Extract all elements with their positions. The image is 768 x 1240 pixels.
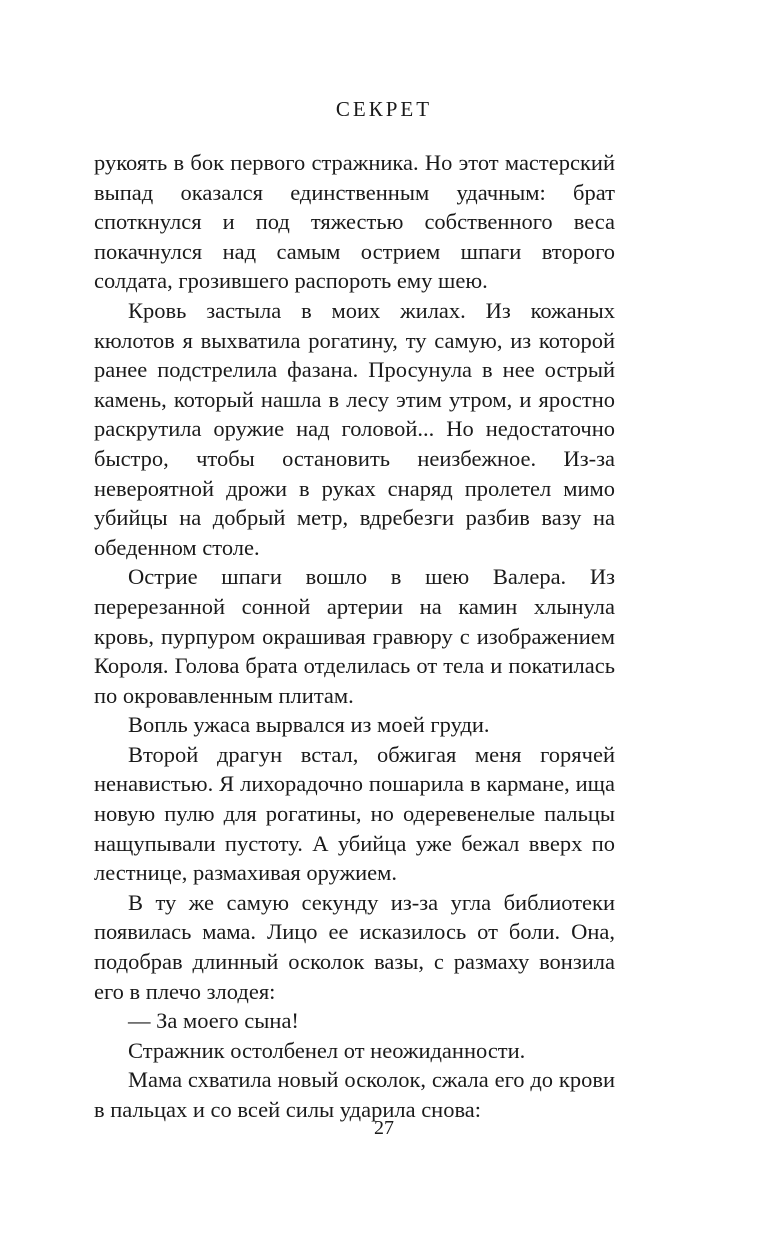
paragraph: Вопль ужаса вырвался из моей груди.: [128, 712, 490, 738]
paragraph: Второй драгун встал, обжигая меня горячей ненавистью. Я лихорадочно пошарила в кармане, ища новую пулю для рогатины, но одеревенелые пальцы нащупывали пустоту. А убийца уже бежал вверх по лестнице, размахивая оружием.: [94, 741, 615, 886]
page-number: 27: [374, 1117, 394, 1139]
paragraph: Стражник остолбенел от неожиданности.: [128, 1037, 526, 1063]
dialogue-line: — За моего сына!: [128, 1008, 299, 1034]
paragraph: Острие шпаги вошло в шею Валера. Из перерезанной сонной артерии на камин хлынула кровь, пурпуром окрашивая гравюру с изображением Короля. Голова брата отделилась от тела и покатилась по окровавленным плитам.: [94, 564, 615, 708]
paragraph: рукоять в бок первого стражника. Но этот мастерский выпад оказался единственным удачным: брат споткнулся и под тяжестью собственного веса покачнулся над самым острием шпаги второго солдата, грозившего распороть ему шею.: [94, 150, 615, 294]
paragraph: В ту же самую секунду из-за угла библиотеки появилась мама. Лицо ее исказилось от боли. Она, подобрав длинный осколок вазы, с размаху вонзила его в плечо злодея:: [94, 889, 615, 1004]
body-text: [94, 148, 615, 1125]
running-head: СЕКРЕТ: [335, 97, 433, 121]
paragraph: Кровь застыла в моих жилах. Из кожаных кюлотов я выхватила рогатину, ту самую, из которой ранее подстрелила фазана. Просунула в нее острый камень, который нашла в лесу этим утром, и яростно раскрутила оружие над головой... Но недостаточно быстро, чтобы остановить неизбежное. Из-за невероятной дрожи в руках снаряд пролетел мимо убийцы на добрый метр, вдребезги разбив вазу на обеденном столе.: [94, 297, 615, 560]
paragraph: Мама схватила новый осколок, сжала его до крови в пальцах и со всей силы ударила снова:: [94, 1067, 615, 1122]
